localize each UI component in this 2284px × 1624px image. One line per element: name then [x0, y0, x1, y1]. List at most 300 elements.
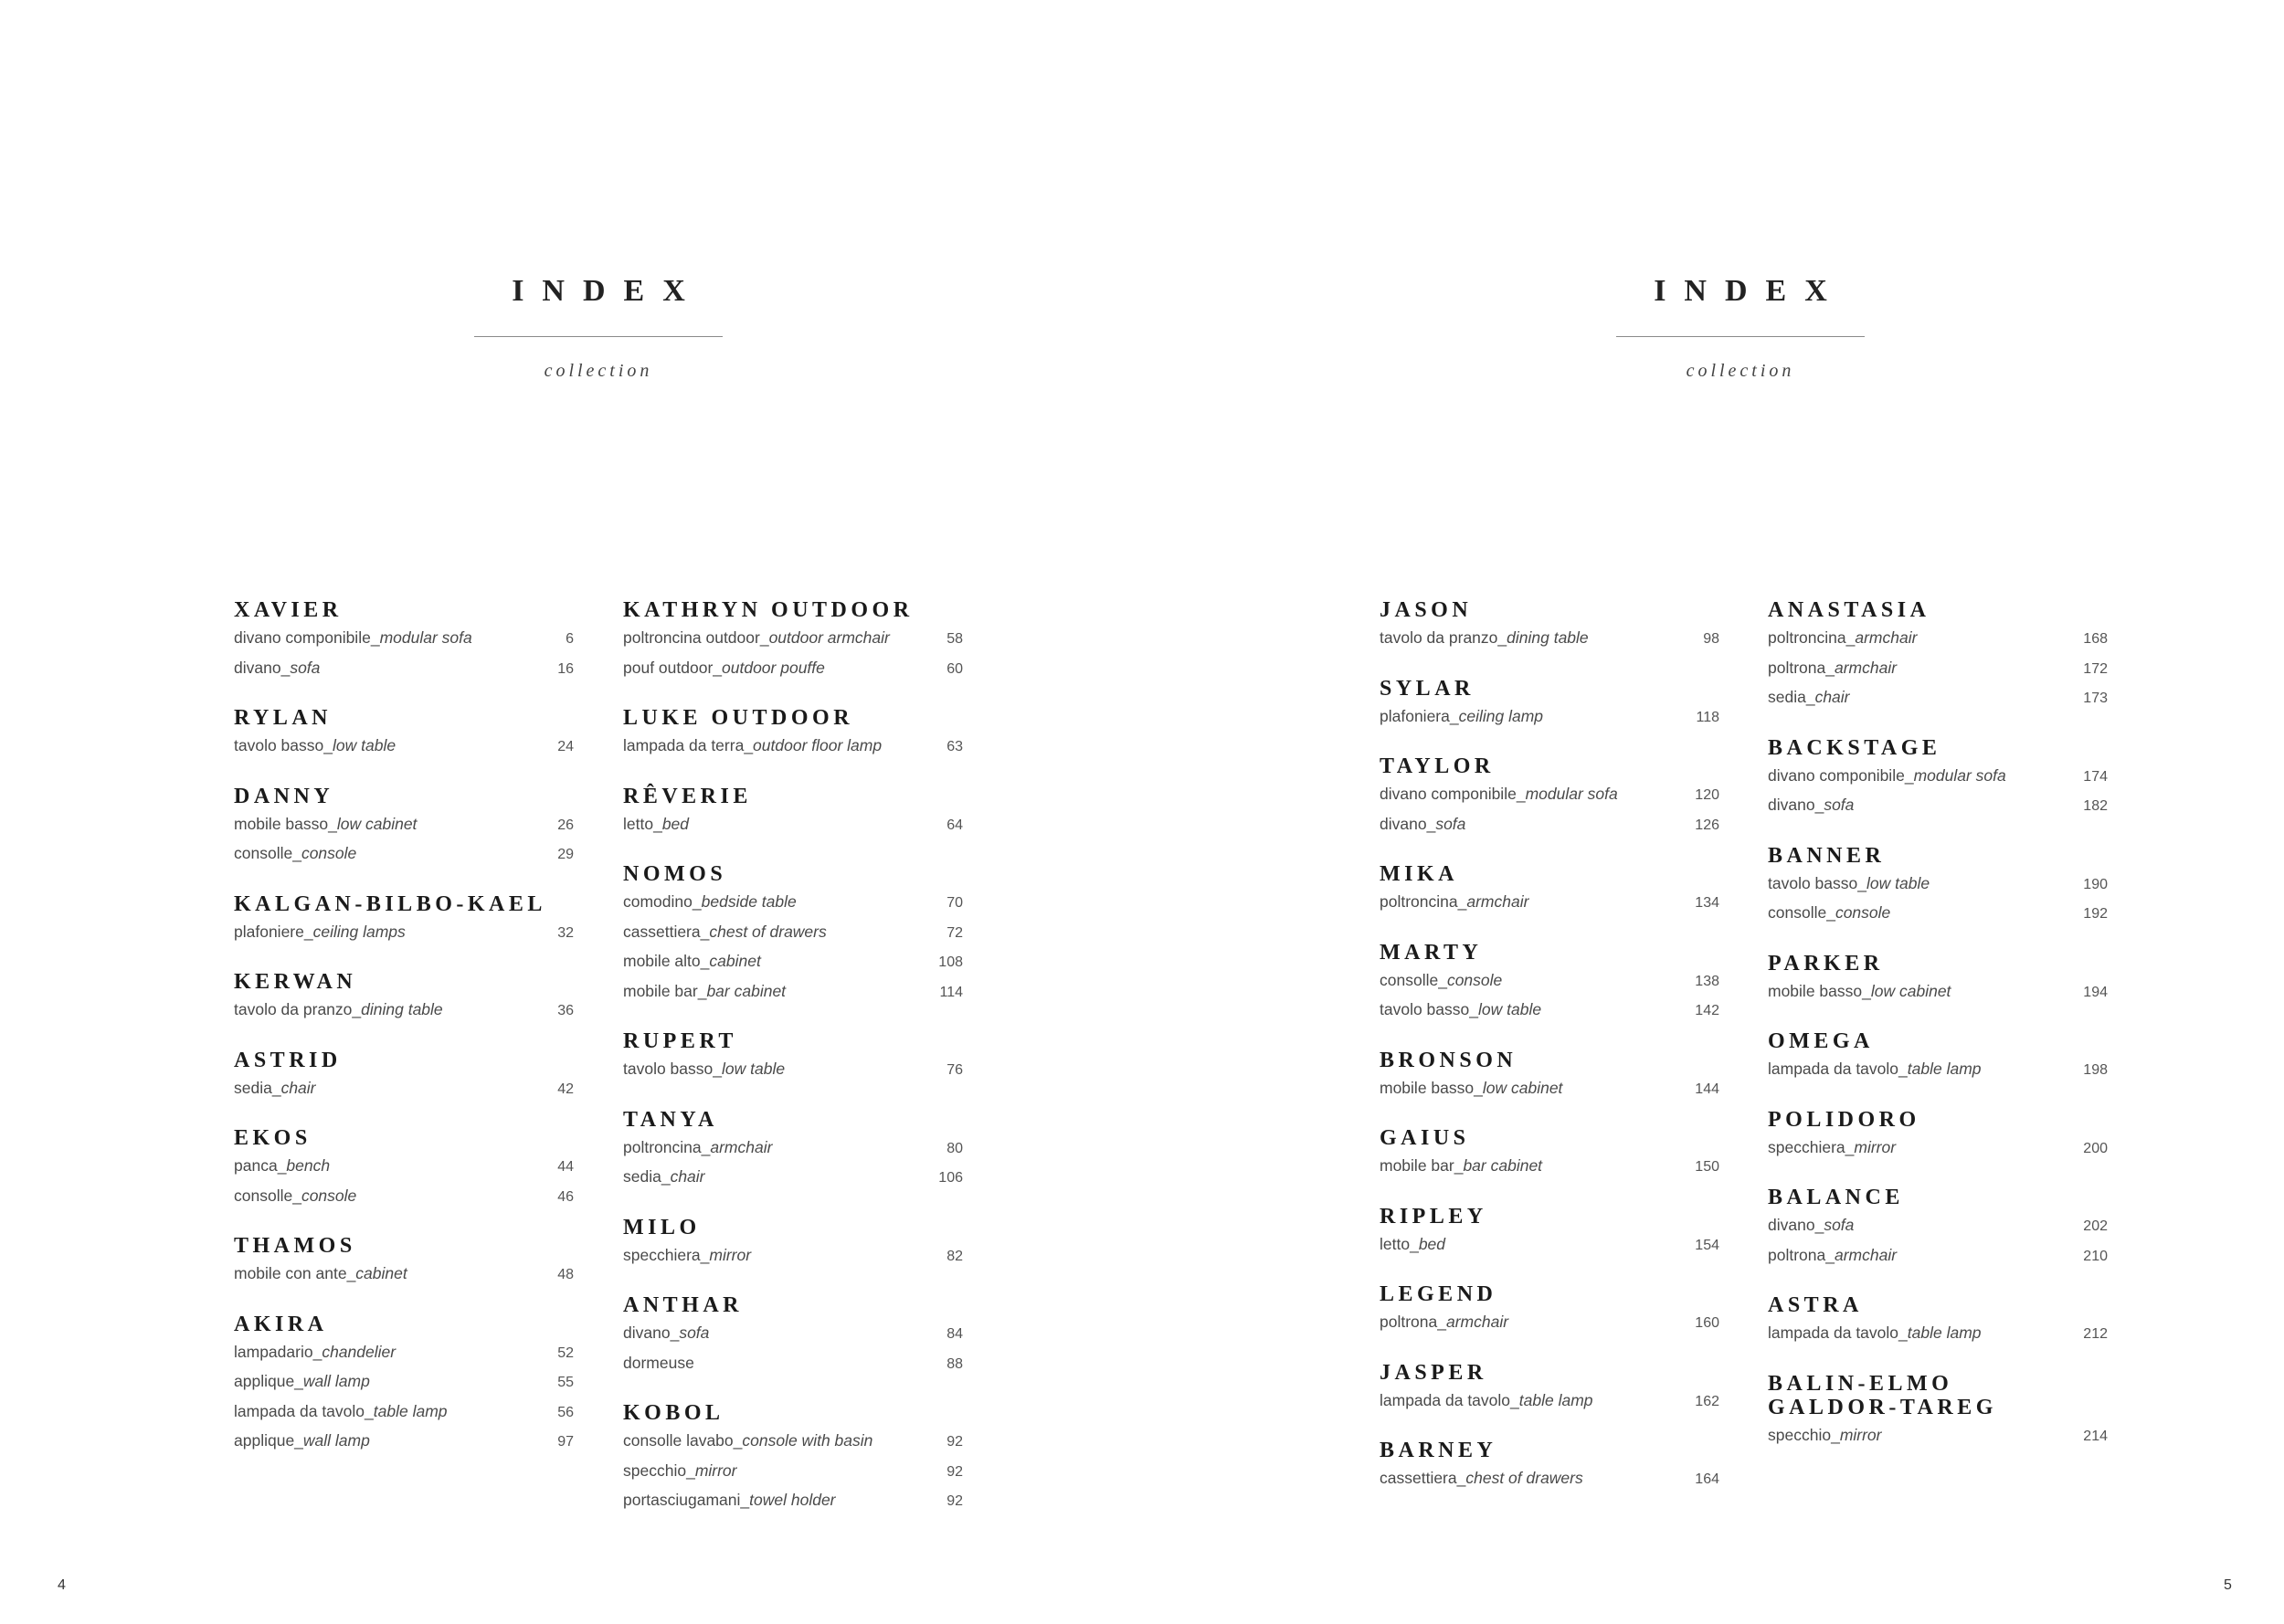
- item-page-number: 70: [946, 895, 963, 911]
- item-description: [623, 810, 689, 838]
- index-column: [234, 598, 574, 1480]
- item-description: [234, 1152, 330, 1180]
- index-entry: [1380, 598, 1719, 654]
- index-item: [623, 1486, 963, 1516]
- item-page-number: 63: [946, 739, 963, 754]
- index-item: [623, 918, 963, 948]
- index-item: [1380, 1308, 1719, 1338]
- item-description: [623, 732, 882, 760]
- title-divider: [1616, 336, 1865, 337]
- index-item: [623, 888, 963, 918]
- italian-name: consolle: [234, 844, 293, 862]
- index-item: [1380, 996, 1719, 1026]
- index-item: [1768, 870, 2108, 900]
- english-name: armchair: [1466, 892, 1529, 911]
- english-name: console: [1835, 903, 1891, 922]
- index-title: INDEX: [1654, 274, 1845, 308]
- english-name: chair: [670, 1167, 705, 1186]
- item-description: [623, 1163, 705, 1191]
- item-page-number: 144: [1695, 1081, 1719, 1097]
- index-entry: [1380, 1049, 1719, 1104]
- item-description: [1768, 870, 1930, 898]
- item-page-number: 192: [2083, 906, 2108, 922]
- name-separator: _: [701, 1137, 711, 1156]
- collection-name: MARTY: [1380, 940, 1483, 965]
- italian-name: poltrona: [1768, 1245, 1826, 1264]
- index-entry: [234, 1126, 574, 1211]
- name-separator: _: [280, 658, 291, 677]
- item-description: [234, 918, 406, 946]
- item-description: [1380, 1387, 1593, 1415]
- english-name: bed: [1418, 1234, 1446, 1253]
- collection-name: DANNY: [234, 784, 334, 808]
- collection-name: RIPLEY: [1380, 1204, 1487, 1229]
- item-page-number: 160: [1695, 1315, 1719, 1331]
- italian-name: lampada da tavolo: [1768, 1060, 1899, 1078]
- index-entry: [234, 785, 574, 870]
- item-description: [1768, 1055, 1982, 1083]
- english-name: chair: [280, 1078, 316, 1097]
- name-separator: _: [328, 814, 337, 833]
- english-name: modular sofa: [1525, 785, 1618, 803]
- italian-name: poltroncina: [1380, 892, 1458, 911]
- italian-name: divano componibile: [234, 628, 371, 647]
- item-page-number: 6: [566, 631, 574, 647]
- index-entry: [234, 598, 574, 683]
- name-separator: _: [1805, 688, 1815, 706]
- item-page-number: 55: [557, 1375, 574, 1390]
- collection-name: AKIRA: [234, 1312, 328, 1336]
- index-item: [234, 1260, 574, 1290]
- index-item: [1380, 1152, 1719, 1182]
- italian-name: mobile alto: [623, 952, 701, 970]
- name-separator: _: [1437, 1313, 1446, 1331]
- index-entry: [623, 1029, 963, 1085]
- item-page-number: 114: [939, 984, 963, 1000]
- item-description: [1380, 624, 1589, 652]
- item-description: [623, 947, 761, 975]
- italian-name: lampadario: [234, 1342, 313, 1361]
- english-name: armchair: [1834, 658, 1898, 677]
- italian-name: mobile con ante: [234, 1264, 347, 1282]
- english-name: low table: [333, 736, 397, 754]
- italian-name: mobile basso: [1768, 981, 1863, 1000]
- item-page-number: 46: [557, 1188, 574, 1205]
- item-page-number: 173: [2083, 691, 2108, 706]
- index-item: [623, 1134, 963, 1164]
- index-item: [1380, 624, 1719, 654]
- name-separator: _: [1857, 873, 1866, 892]
- english-name: dining table: [1507, 628, 1589, 647]
- item-page-number: 126: [1695, 817, 1719, 833]
- index-item: [1768, 791, 2108, 821]
- page-number: 4: [58, 1577, 66, 1593]
- collection-name: THAMOS: [234, 1234, 356, 1258]
- italian-name: divano componibile: [1768, 765, 1905, 785]
- item-page-number: 174: [2083, 768, 2108, 785]
- index-entry: [623, 1216, 963, 1271]
- index-item: [623, 1427, 963, 1457]
- italian-name: portasciugamani: [623, 1491, 741, 1509]
- italian-name: divano: [1768, 796, 1815, 814]
- name-separator: _: [1426, 814, 1436, 833]
- item-page-number: 16: [557, 660, 574, 677]
- item-page-number: 172: [2083, 660, 2108, 677]
- item-description: [623, 918, 827, 946]
- collection-name: KALGAN-BILBO-KAEL: [234, 891, 546, 916]
- name-separator: _: [1497, 628, 1507, 647]
- index-header: [1558, 274, 1923, 382]
- index-entry: [623, 1401, 963, 1516]
- italian-name: consolle: [1768, 903, 1827, 922]
- collection-name: OMEGA: [1768, 1029, 1874, 1053]
- item-description: [1380, 810, 1465, 838]
- item-page-number: 48: [557, 1267, 574, 1282]
- name-separator: _: [312, 1342, 323, 1361]
- item-description: [623, 1457, 737, 1485]
- english-name: bar cabinet: [706, 981, 787, 1000]
- collection-name: KATHRYN OUTDOOR: [623, 598, 914, 622]
- collection-name: KOBOL: [623, 1401, 724, 1425]
- index-column: [1380, 598, 1719, 1517]
- name-separator: _: [740, 1491, 750, 1509]
- italian-name: cassettiera: [623, 922, 701, 941]
- italian-name: tavolo basso: [623, 1060, 714, 1078]
- collection-name: LUKE OUTDOOR: [623, 706, 854, 730]
- index-item: [234, 732, 574, 762]
- english-name: bench: [286, 1156, 331, 1175]
- name-separator: _: [1898, 1060, 1908, 1078]
- index-item: [1768, 654, 2108, 684]
- italian-name: sedia: [1768, 688, 1806, 706]
- index-entry: [234, 970, 574, 1026]
- index-item: [1380, 702, 1719, 733]
- english-name: sofa: [290, 658, 321, 677]
- english-name: chest of drawers: [1465, 1469, 1583, 1487]
- name-separator: _: [292, 1186, 301, 1205]
- index-item: [1768, 1421, 2108, 1451]
- english-name: mirror: [1839, 1425, 1882, 1444]
- italian-name: specchiera: [1768, 1137, 1845, 1156]
- index-item: [1768, 1211, 2108, 1241]
- collection-name: ANTHAR: [623, 1293, 744, 1317]
- index-item: [1380, 780, 1719, 810]
- item-page-number: 142: [1695, 1003, 1719, 1018]
- english-name: wall lamp: [302, 1372, 370, 1390]
- item-page-number: 24: [557, 739, 574, 754]
- name-separator: _: [294, 1431, 303, 1450]
- name-separator: _: [370, 628, 380, 647]
- name-separator: _: [692, 892, 702, 911]
- item-page-number: 154: [1695, 1237, 1719, 1253]
- item-description: [623, 1349, 694, 1377]
- collection-name: ANASTASIA: [1768, 598, 1930, 622]
- english-name: sofa: [1435, 814, 1466, 833]
- item-description: [234, 1074, 316, 1102]
- right-page: [1142, 0, 2284, 1624]
- name-separator: _: [365, 1401, 374, 1420]
- italian-name: tavolo basso: [1380, 1000, 1470, 1018]
- item-description: [1380, 996, 1541, 1024]
- item-description: [1768, 683, 1850, 712]
- item-page-number: 44: [557, 1159, 574, 1175]
- collection-name: BARNEY: [1380, 1439, 1497, 1462]
- index-item: [623, 654, 963, 684]
- item-description: [1768, 1134, 1896, 1162]
- item-page-number: 58: [946, 631, 963, 647]
- item-description: [1768, 762, 2006, 790]
- italian-name: sedia: [623, 1167, 661, 1186]
- index-item: [234, 1397, 574, 1428]
- name-separator: _: [303, 922, 313, 941]
- item-description: [623, 1486, 836, 1514]
- name-separator: _: [700, 922, 710, 941]
- english-name: bed: [661, 814, 690, 833]
- english-name: console with basin: [742, 1431, 873, 1450]
- english-name: chair: [1814, 688, 1850, 706]
- index-item: [623, 947, 963, 977]
- italian-name: plafoniere: [234, 922, 304, 941]
- name-separator: _: [733, 1431, 743, 1450]
- collection-name: MIKA: [1380, 862, 1458, 886]
- italian-name: poltroncina: [623, 1137, 702, 1156]
- index-subtitle: collection: [1686, 361, 1795, 381]
- index-item: [1380, 1387, 1719, 1417]
- english-name: low cabinet: [336, 814, 418, 833]
- italian-name: tavolo basso: [1768, 873, 1858, 892]
- collection-name: BALIN-ELMO GALDOR-TAREG: [1768, 1371, 1997, 1419]
- name-separator: _: [1456, 1469, 1466, 1487]
- index-entry: [234, 892, 574, 948]
- name-separator: _: [661, 1167, 671, 1186]
- item-page-number: 200: [2083, 1140, 2108, 1156]
- item-description: [1768, 1241, 1897, 1270]
- name-separator: _: [277, 1156, 287, 1175]
- item-description: [234, 654, 320, 682]
- index-item: [1768, 1241, 2108, 1271]
- index-item: [623, 810, 963, 840]
- italian-name: applique: [234, 1372, 295, 1390]
- index-item: [623, 624, 963, 654]
- item-description: [234, 1427, 370, 1455]
- english-name: outdoor armchair: [768, 628, 890, 647]
- index-entry: [1380, 677, 1719, 733]
- item-page-number: 88: [946, 1355, 963, 1372]
- item-page-number: 168: [2083, 631, 2108, 647]
- collection-name: TAYLOR: [1380, 754, 1495, 778]
- item-description: [1768, 977, 1951, 1006]
- italian-name: consolle: [234, 1186, 293, 1205]
- english-name: chest of drawers: [709, 922, 827, 941]
- item-page-number: 212: [2083, 1326, 2108, 1342]
- name-separator: _: [1814, 1216, 1824, 1234]
- name-separator: _: [697, 981, 707, 1000]
- item-page-number: 92: [946, 1463, 963, 1480]
- name-separator: _: [1469, 1000, 1478, 1018]
- collection-name: BACKSTAGE: [1768, 735, 1941, 760]
- name-separator: _: [346, 1264, 356, 1282]
- name-separator: _: [759, 628, 769, 647]
- item-description: [1380, 966, 1502, 995]
- index-item: [1768, 1319, 2108, 1349]
- index-entry: [623, 1293, 963, 1378]
- name-separator: _: [271, 1078, 281, 1097]
- index-entry: [1380, 1439, 1719, 1494]
- collection-name: BRONSON: [1380, 1048, 1517, 1072]
- item-page-number: 210: [2083, 1248, 2108, 1264]
- name-separator: _: [1826, 903, 1835, 922]
- index-entry: [1380, 941, 1719, 1026]
- index-item: [623, 1457, 963, 1487]
- italian-name: lampada da tavolo: [1380, 1390, 1511, 1409]
- english-name: table lamp: [373, 1401, 448, 1420]
- english-name: modular sofa: [1913, 765, 2006, 785]
- name-separator: _: [1845, 628, 1856, 647]
- item-description: [1768, 654, 1897, 682]
- index-item: [1380, 1230, 1719, 1260]
- name-separator: _: [1825, 658, 1835, 677]
- item-page-number: 194: [2083, 984, 2108, 1000]
- english-name: console: [301, 1186, 357, 1205]
- name-separator: _: [686, 1461, 695, 1480]
- index-item: [1380, 966, 1719, 997]
- index-item: [1768, 762, 2108, 792]
- index-item: [234, 624, 574, 654]
- item-page-number: 98: [1703, 631, 1719, 647]
- italian-name: divano: [623, 1323, 671, 1342]
- collection-name: BALANCE: [1768, 1186, 1904, 1209]
- item-description: [623, 1241, 751, 1270]
- english-name: outdoor pouffe: [722, 658, 825, 677]
- italian-name: poltrona: [1380, 1313, 1438, 1331]
- index-item: [1380, 1074, 1719, 1104]
- name-separator: _: [294, 1372, 303, 1390]
- item-page-number: 64: [946, 817, 963, 833]
- title-divider: [474, 336, 723, 337]
- italian-name: tavolo da pranzo: [1380, 628, 1498, 647]
- name-separator: _: [1516, 785, 1526, 803]
- item-description: [234, 1182, 356, 1210]
- english-name: table lamp: [1518, 1390, 1593, 1409]
- item-description: [1380, 1308, 1508, 1336]
- name-separator: _: [744, 736, 754, 754]
- item-description: [234, 996, 443, 1024]
- english-name: low cabinet: [1482, 1078, 1563, 1097]
- italian-name: mobile basso: [1380, 1078, 1475, 1097]
- item-description: [1768, 1211, 1854, 1239]
- index-entry: [234, 1049, 574, 1104]
- italian-name: comodino: [623, 892, 693, 911]
- english-name: modular sofa: [379, 628, 472, 647]
- italian-name: dormeuse: [623, 1353, 694, 1372]
- index-entry: [1768, 1293, 2108, 1349]
- index-item: [234, 1152, 574, 1182]
- collection-name: LEGEND: [1380, 1282, 1497, 1306]
- item-description: [623, 1427, 872, 1455]
- italian-name: consolle lavabo: [623, 1431, 734, 1450]
- index-item: [234, 1367, 574, 1397]
- english-name: console: [1446, 970, 1503, 989]
- item-page-number: 56: [557, 1404, 574, 1420]
- italian-name: divano: [234, 658, 281, 677]
- italian-name: specchio: [623, 1461, 687, 1480]
- index-entry: [1768, 598, 2108, 713]
- collection-name: RYLAN: [234, 706, 332, 730]
- collection-name: POLIDORO: [1768, 1107, 1920, 1132]
- item-description: [1768, 791, 1854, 819]
- item-description: [234, 810, 417, 838]
- name-separator: _: [713, 1060, 722, 1078]
- item-description: [1380, 702, 1543, 731]
- item-page-number: 42: [557, 1081, 574, 1097]
- english-name: armchair: [1855, 628, 1918, 647]
- item-description: [1380, 888, 1528, 916]
- index-entry: [1768, 844, 2108, 929]
- item-description: [234, 624, 472, 652]
- italian-name: mobile bar: [1380, 1156, 1454, 1175]
- index-item: [234, 1338, 574, 1368]
- index-item: [623, 1241, 963, 1271]
- index-entry: [623, 706, 963, 762]
- italian-name: poltroncina: [1768, 628, 1846, 647]
- english-name: armchair: [1834, 1245, 1898, 1264]
- index-item: [234, 839, 574, 870]
- english-name: mirror: [694, 1461, 737, 1480]
- english-name: sofa: [1824, 796, 1855, 814]
- english-name: cabinet: [709, 952, 761, 970]
- item-description: [1768, 624, 1917, 652]
- item-page-number: 84: [946, 1326, 963, 1342]
- english-name: low table: [1866, 873, 1930, 892]
- collection-name: ASTRID: [234, 1048, 342, 1072]
- italian-name: lampada da tavolo: [1768, 1323, 1899, 1342]
- collection-name: PARKER: [1768, 951, 1884, 975]
- index-item: [1380, 810, 1719, 840]
- name-separator: _: [1410, 1234, 1419, 1253]
- item-page-number: 118: [1696, 709, 1719, 725]
- italian-name: letto: [1380, 1234, 1411, 1253]
- index-item: [1768, 1055, 2108, 1085]
- item-description: [623, 1319, 709, 1347]
- index-entry: [1768, 1186, 2108, 1271]
- index-subtitle: collection: [544, 361, 653, 381]
- index-item: [623, 1349, 963, 1379]
- italian-name: panca: [234, 1156, 278, 1175]
- page-number: 5: [2224, 1577, 2232, 1593]
- italian-name: lampada da tavolo: [234, 1401, 365, 1420]
- italian-name: cassettiera: [1380, 1469, 1457, 1487]
- name-separator: _: [1438, 970, 1447, 989]
- index-item: [234, 1074, 574, 1104]
- name-separator: _: [323, 736, 333, 754]
- item-page-number: 72: [946, 924, 963, 941]
- item-page-number: 150: [1695, 1159, 1719, 1175]
- item-page-number: 92: [946, 1493, 963, 1509]
- index-entry: [1380, 754, 1719, 839]
- collection-name: NOMOS: [623, 862, 727, 886]
- name-separator: _: [1510, 1390, 1519, 1409]
- name-separator: _: [1474, 1078, 1483, 1097]
- item-description: [1380, 1464, 1583, 1492]
- english-name: dining table: [361, 1000, 443, 1018]
- index-entry: [1380, 1126, 1719, 1182]
- item-page-number: 134: [1695, 895, 1719, 911]
- english-name: mirror: [1854, 1137, 1897, 1156]
- index-item: [1380, 1464, 1719, 1494]
- italian-name: tavolo da pranzo: [234, 1000, 353, 1018]
- italian-name: plafoniera: [1380, 706, 1450, 725]
- item-description: [1768, 1421, 1882, 1450]
